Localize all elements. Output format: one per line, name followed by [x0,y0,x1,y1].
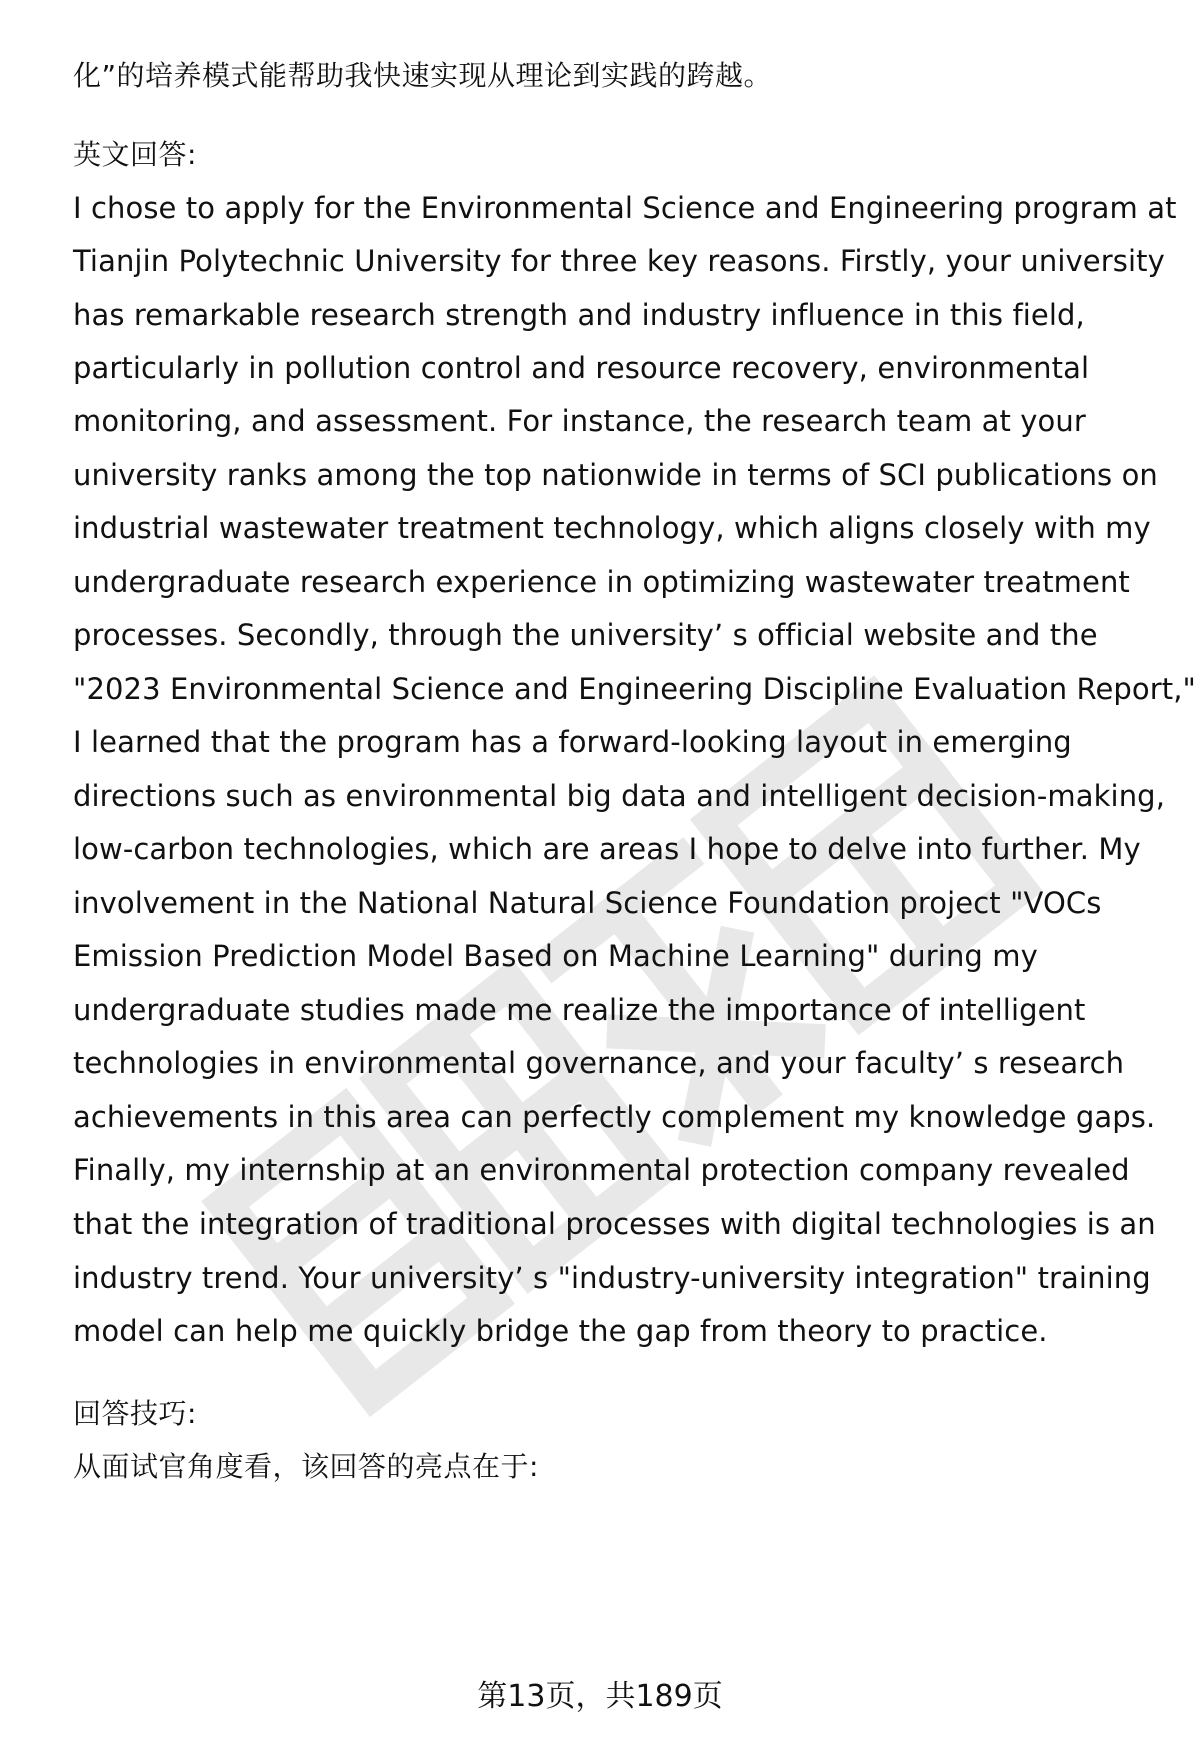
answer-line: university ranks among the top nationwide in terms of SCI publications on [73,458,1158,492]
answer-line: Tianjin Polytechnic University for three key reasons. Firstly, your university [73,244,1165,278]
answer-line: processes. Secondly, through the university’ s official website and the [73,618,1098,652]
page-number-footer: 第13页，共189页 [477,1679,723,1714]
answer-line: low-carbon technologies, which are areas I hope to delve into further. My [73,832,1141,866]
answer-line: achievements in this area can perfectly complement my knowledge gaps. [73,1100,1156,1134]
answer-line: industrial wastewater treatment technology, which aligns closely with my [73,511,1151,545]
answer-line: undergraduate research experience in optimizing wastewater treatment [73,565,1130,599]
answer-line: involvement in the National Natural Science Foundation project "VOCs [73,886,1102,920]
intro-tail-line: 化”的培养模式能帮助我快速实现从理论到实践的跨越。 [73,59,773,92]
answer-line: that the integration of traditional processes with digital technologies is an [73,1207,1156,1241]
english-answer-label: 英文回答: [73,138,197,171]
answer-line: model can help me quickly bridge the gap from theory to practice. [73,1314,1048,1348]
answer-line: technologies in environmental governance, and your faculty’ s research [73,1046,1125,1080]
answer-line: monitoring, and assessment. For instance, the research team at your [73,404,1086,438]
answer-line: has remarkable research strength and industry influence in this field, [73,298,1085,332]
tips-intro: 从面试官角度看，该回答的亮点在于: [73,1450,539,1483]
tips-label: 回答技巧: [73,1397,197,1430]
answer-line: directions such as environmental big data and intelligent decision-making, [73,779,1166,813]
answer-line: particularly in pollution control and resource recovery, environmental [73,351,1090,385]
answer-line: Emission Prediction Model Based on Machine Learning" during my [73,939,1038,973]
answer-line: I learned that the program has a forward-looking layout in emerging [73,725,1072,759]
answer-line: undergraduate studies made me realize the importance of intelligent [73,993,1086,1027]
answer-line: "2023 Environmental Science and Engineering Discipline Evaluation Report," [73,672,1196,706]
answer-line: Finally, my internship at an environmental protection company revealed [73,1153,1130,1187]
answer-line: industry trend. Your university’ s "industry-university integration" training [73,1261,1151,1295]
answer-line: I chose to apply for the Environmental Science and Engineering program at [73,191,1177,225]
